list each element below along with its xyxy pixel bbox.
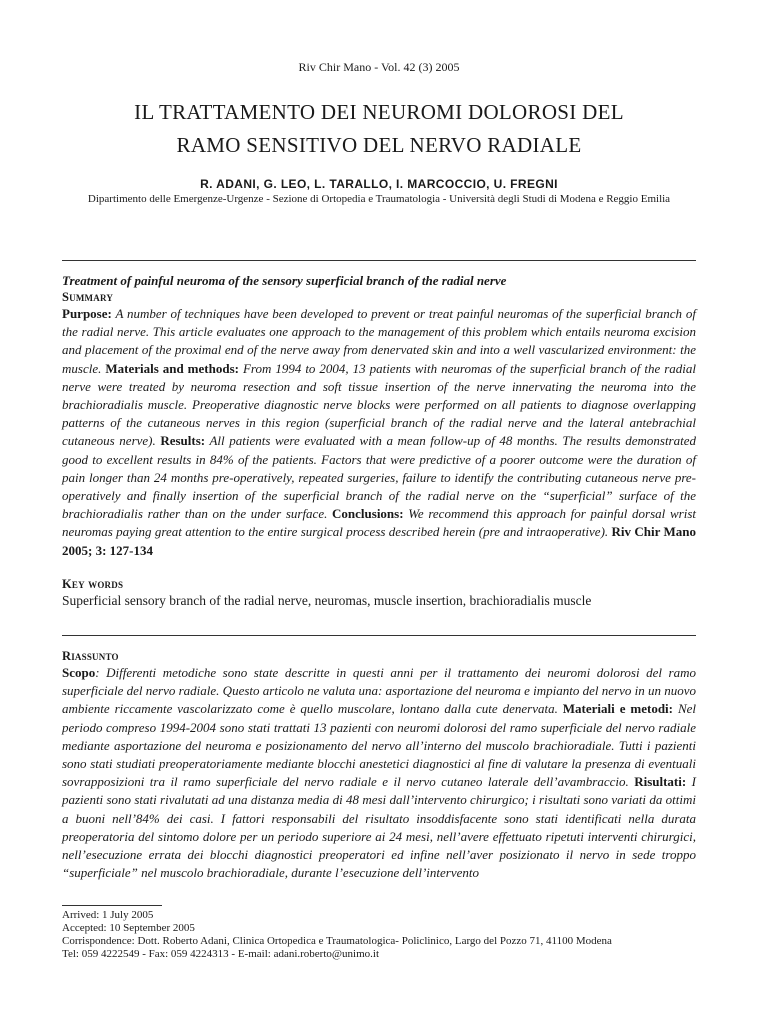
- metodi-text: Nel periodo compreso 1994-2004 sono stati trattati 13 pazienti con neuromi dolorosi del ramo superficiale del nervo radiale mediante asportazione del neuroma e posizionamento del nervo all’interno del muscolo brachioradiale. Tutti i pazienti sono stati studiati preoperatoriamente mediante blocchi anestetici diagnostici al fine di valutare la presenza di eventuali sovrapposizioni tra il ramo superficiale del nervo radiale e il nervo cutaneo laterale dell’avambraccio.: [62, 701, 696, 790]
- accepted-date: Accepted: 10 September 2005: [62, 922, 195, 934]
- english-title: Treatment of painful neuroma of the sensory superficial branch of the radial nerve: [62, 273, 507, 288]
- title-line-1: IL TRATTAMENTO DEI NEUROMI DOLOROSI DEL: [134, 100, 624, 124]
- riassunto-heading: Riassunto: [62, 649, 119, 663]
- arrived-date: Arrived: 1 July 2005: [62, 909, 154, 921]
- english-abstract: [62, 272, 696, 560]
- riassunto-text: [62, 664, 696, 882]
- conclusions-text: We recommend this approach for painful dorsal wrist neuromas paying great attention to the entire surgical process described herein (pre and intraoperative).: [62, 506, 696, 540]
- conclusions-label: Conclusions:: [327, 506, 404, 522]
- summary-text: [62, 305, 696, 560]
- purpose-label: Purpose:: [62, 306, 112, 321]
- scopo-label: Scopo: [62, 665, 96, 680]
- results-text: All patients were evaluated with a mean follow-up of 48 months. The results demonstrated good to excellent results in 84% of the patients. Factors that were predictive of a poorer outcome were the duration of pain longer than 24 months pre-operatively, repeated surgeries, failure to identify the contributing cutaneous nerve pre-operatively and finally insertion of the superficial branch of the radial nerve on the “superficial” surface of the brachioradialis rather than on the under surface.: [62, 433, 696, 522]
- title-line-2: RAMO SENSITIVO DEL NERVO RADIALE: [176, 133, 582, 157]
- keywords-text: Superficial sensory branch of the radial nerve, neuromas, muscle insertion, brachioradialis muscle: [62, 593, 592, 608]
- affiliation: Dipartimento delle Emergenze-Urgenze - Sezione di Ortopedia e Traumatologia - Università degli Studi di Modena e Reggio Emilia: [87, 193, 671, 205]
- summary-heading: Summary: [62, 290, 114, 304]
- article-title: [62, 96, 696, 162]
- divider: [62, 635, 696, 636]
- methods-label: Materials and methods:: [101, 360, 239, 376]
- divider: [62, 260, 696, 261]
- metodi-label: Materiali e metodi:: [557, 701, 673, 717]
- citation: Riv Chir Mano 2005; 3: 127-134: [62, 524, 697, 558]
- results-label: Results:: [155, 433, 206, 449]
- purpose-text: A number of techniques have been developed to prevent or treat painful neuromas of the superficial branch of the radial nerve. This article evaluates one approach to the management of this problem which entails neuroma excision and placement of the proximal end of the nerve away from denervated skin and into a well vascularized environment: the muscle.: [62, 306, 696, 376]
- keywords-block: [62, 576, 696, 610]
- risultati-label: Risultati:: [628, 774, 687, 790]
- italian-abstract: [62, 648, 696, 882]
- authors: R. ADANI, G. LEO, L. TARALLO, I. MARCOCCIO, U. FREGNI: [200, 177, 558, 191]
- footer: [62, 909, 696, 961]
- scopo-text: : Differenti metodiche sono state descritte in questi anni per il trattamento dei neuromi dolorosi del ramo superficiale del nervo radiale. Questo articolo ne valuta una: asportazione del neuroma e impianto del nervo in un nuovo ambiente riccamente vascolarizzato come è quello muscolare, lontano dalla cute denervata.: [62, 665, 696, 717]
- contact-info: Tel: 059 4222549 - Fax: 059 4224313 - E-mail: adani.roberto@unimo.it: [62, 948, 380, 960]
- correspondence: Corrispondence: Dott. Roberto Adani, Clinica Ortopedica e Traumatologica- Policlinico, Largo del Pozzo 71, 41100 Modena: [62, 935, 612, 947]
- keywords-heading: Key words: [62, 577, 124, 591]
- risultati-text: I pazienti sono stati rivalutati ad una distanza media di 48 mesi dall’intervento chirurgico; i risultati sono variati da ottimi a buoni nell’84% dei casi. I fattori responsabili del risultato insoddisfacente sono stati identificati nella durata preoperatoria del sintomo dolore per un periodo superiore ai 24 mesi, nell’avere effettuato ripetuti interventi chirurgici, nell’esecuzione errata dei blocchi diagnostici preoperatori ed infine nell’aver posizionato il nervo in sede troppo “superficiale” nel muscolo brachioradiale, durante l’esecuzione dell’intervento: [62, 774, 696, 881]
- methods-text: From 1994 to 2004, 13 patients with neuromas of the superficial branch of the radial nerve were treated by neuroma resection and soft tissue insertion of the nerve innervating the neuroma into the brachioradialis muscle. Preoperative diagnostic nerve blocks were performed on all patients to diagnose overlapping patterns of the cutaneous nerves in this region (superficial branch of the radial nerve and the lateral antebrachial cutaneous nerve).: [62, 360, 696, 449]
- journal-header: Riv Chir Mano - Vol. 42 (3) 2005: [298, 60, 460, 74]
- footnote-divider: [62, 905, 162, 906]
